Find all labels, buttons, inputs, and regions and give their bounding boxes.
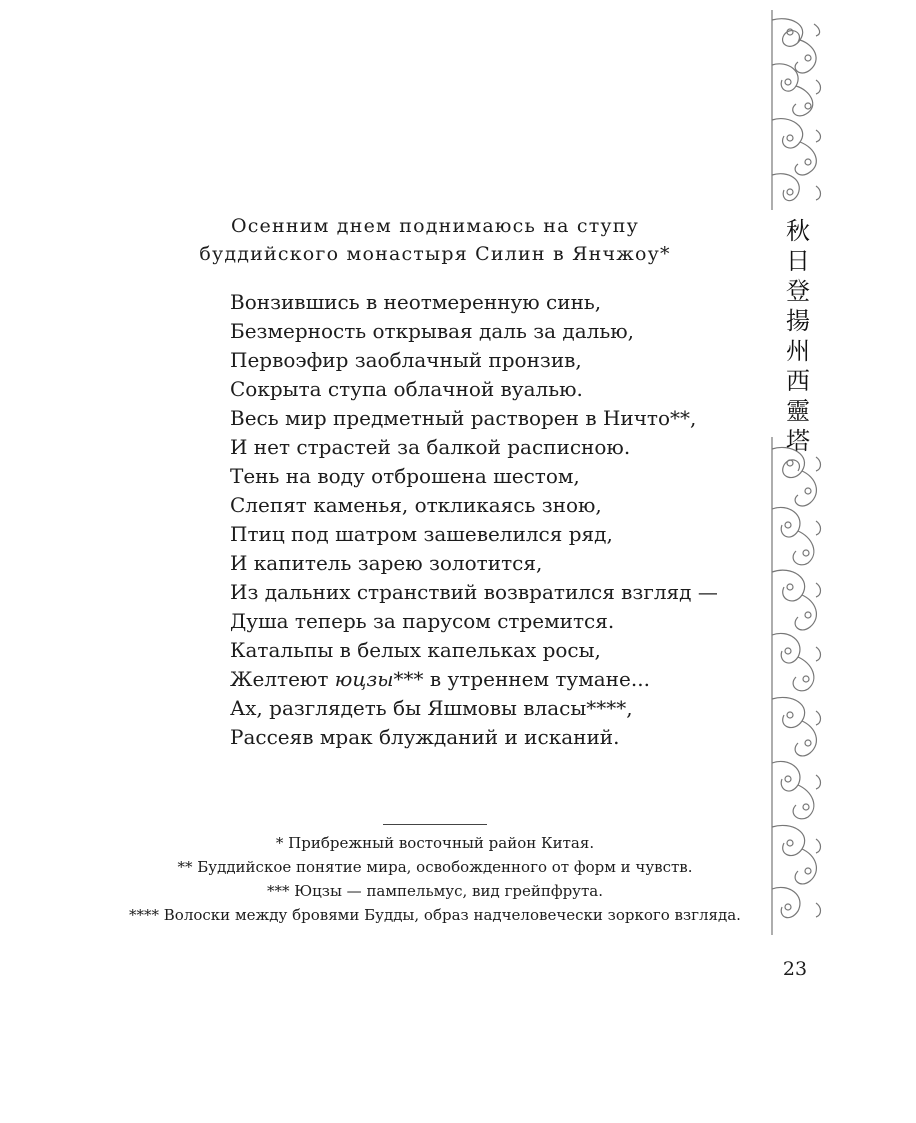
poem-line: Рассеяв мрак блужданий и исканий.: [230, 725, 620, 749]
poem-line: Птиц под шатром зашевелился ряд,: [230, 522, 613, 546]
poem-line: Ах, разглядеть бы Яшмовы власы****,: [230, 696, 633, 720]
poem-line: Сокрыта ступа облачной вуалью.: [230, 377, 583, 401]
chinese-character: 靈: [786, 397, 810, 425]
chinese-character: 西: [786, 367, 810, 395]
poem-body: [230, 288, 718, 752]
page-number: 23: [782, 958, 808, 980]
floral-ornament-icon: [770, 10, 826, 210]
chinese-character: 州: [786, 337, 810, 365]
vertical-chinese-title: [778, 216, 818, 456]
floral-ornament-icon: [770, 437, 826, 935]
footnote: ** Буддийское понятие мира, освобожденного от форм и чувств.: [177, 858, 693, 876]
poem-line: Катальпы в белых капельках росы,: [230, 638, 601, 662]
poem-line: Из дальних странствий возвратился взгляд —: [230, 580, 718, 604]
poem-line: Вонзившись в неотмеренную синь,: [230, 290, 602, 314]
poem-italic-word: юцзы: [334, 667, 394, 691]
chinese-character: 日: [786, 247, 810, 275]
poem-line: Тень на воду отброшена шестом,: [230, 464, 580, 488]
footnote: * Прибрежный восточный район Китая.: [275, 834, 595, 852]
poem-title: [180, 212, 690, 272]
poem-line: Безмерность открывая даль за далью,: [230, 319, 634, 343]
poem-line: И капитель зарею золотится,: [230, 551, 543, 575]
poem-line: Душа теперь за парусом стремится.: [230, 609, 615, 633]
chinese-character: 登: [786, 277, 810, 305]
poem-line-text: *** в утреннем тумане...: [393, 667, 650, 691]
poem-line: Слепят каменья, откликаясь зною,: [230, 493, 602, 517]
footnotes: [100, 831, 770, 927]
chinese-character: 秋: [786, 217, 810, 245]
footnote: **** Волоски между бровями Будды, образ надчеловечески зоркого взгляда.: [129, 906, 741, 924]
poem-title-line-2: буддийского монастыря Силин в Янчжоу*: [199, 243, 671, 265]
poem-line-text: Желтеют: [230, 667, 335, 691]
chinese-character: 揚: [786, 307, 810, 335]
footnote: *** Юцзы — пампельмус, вид грейпфрута.: [266, 882, 604, 900]
poem-line: И нет страстей за балкой расписною.: [230, 435, 631, 459]
poem-line: Первоэфир заоблачный пронзив,: [230, 348, 582, 372]
footnote-divider: [383, 824, 487, 825]
poem-line: [230, 665, 718, 694]
chinese-character: 塔: [786, 427, 810, 455]
poem-line: Весь мир предметный растворен в Ничто**,: [230, 406, 697, 430]
poem-title-line-1: Осенним днем поднимаюсь на ступу: [230, 215, 640, 237]
